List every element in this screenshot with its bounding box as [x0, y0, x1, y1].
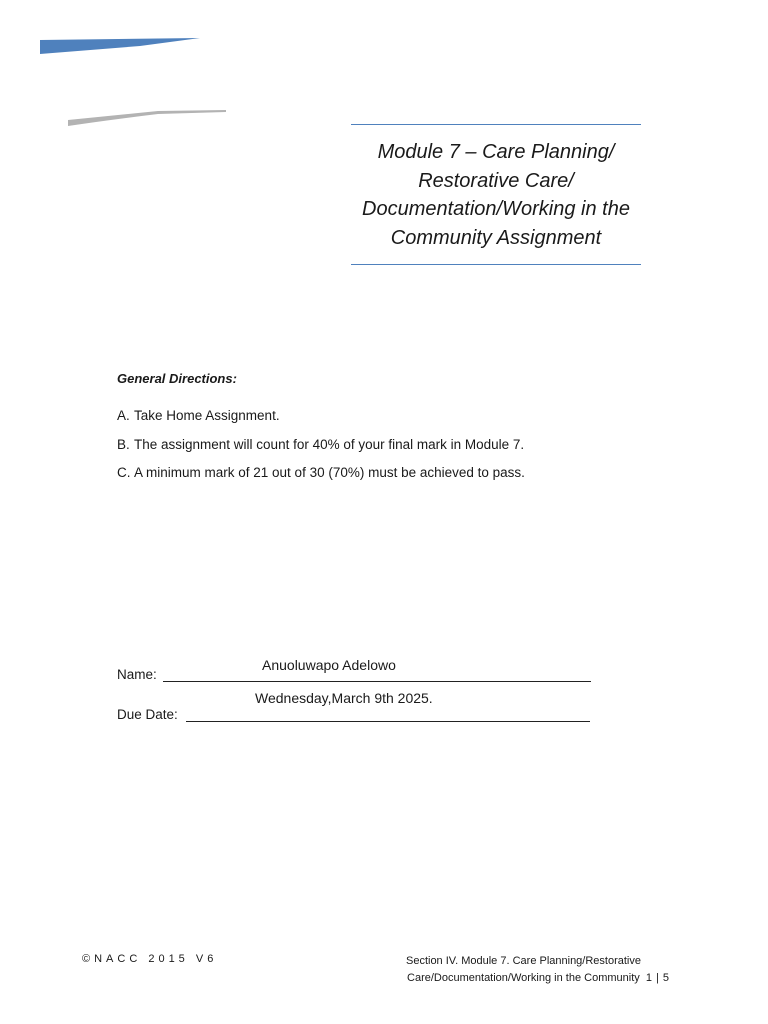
footer-section-info — [406, 953, 669, 986]
due-date-underline — [186, 721, 590, 722]
page-total: 5 — [662, 971, 669, 984]
name-label: Name: — [117, 667, 157, 682]
title-line: Documentation/Working in the — [362, 198, 630, 220]
name-value[interactable]: Anuoluwapo Adelowo — [262, 657, 396, 673]
header-gray-swoosh — [68, 108, 228, 128]
direction-item-b — [117, 437, 524, 452]
name-underline — [163, 681, 591, 682]
due-date-label: Due Date: — [117, 707, 178, 722]
footer-section-text: Care/Documentation/Working in the Community — [407, 971, 640, 984]
footer-section-line: Section IV. Module 7. Care Planning/Restorative — [405, 955, 641, 967]
footer-section-line — [406, 970, 669, 987]
footer-copyright: ©NACC 2015 V6 — [82, 953, 218, 965]
document-title — [351, 124, 641, 265]
page-number: 1 — [645, 971, 653, 984]
direction-text: The assignment will count for 40% of your final mark in Module 7. — [134, 437, 525, 452]
page-separator: | — [656, 971, 659, 984]
due-date-value[interactable]: Wednesday,March 9th 2025. — [255, 690, 433, 706]
direction-marker: A. — [117, 408, 130, 423]
title-line: Community Assignment — [390, 226, 602, 249]
direction-marker: C. — [117, 465, 131, 480]
directions-heading: General Directions: — [117, 371, 237, 386]
direction-marker: B. — [117, 437, 130, 452]
direction-item-c — [117, 465, 525, 480]
title-line: Module 7 – Care Planning/ — [377, 141, 615, 163]
title-line: Restorative Care/ — [418, 169, 574, 192]
header-blue-swoosh — [40, 38, 200, 54]
direction-item-a — [117, 408, 280, 423]
direction-text: Take Home Assignment. — [134, 408, 280, 423]
direction-text: A minimum mark of 21 out of 30 (70%) must be achieved to pass. — [134, 465, 525, 480]
